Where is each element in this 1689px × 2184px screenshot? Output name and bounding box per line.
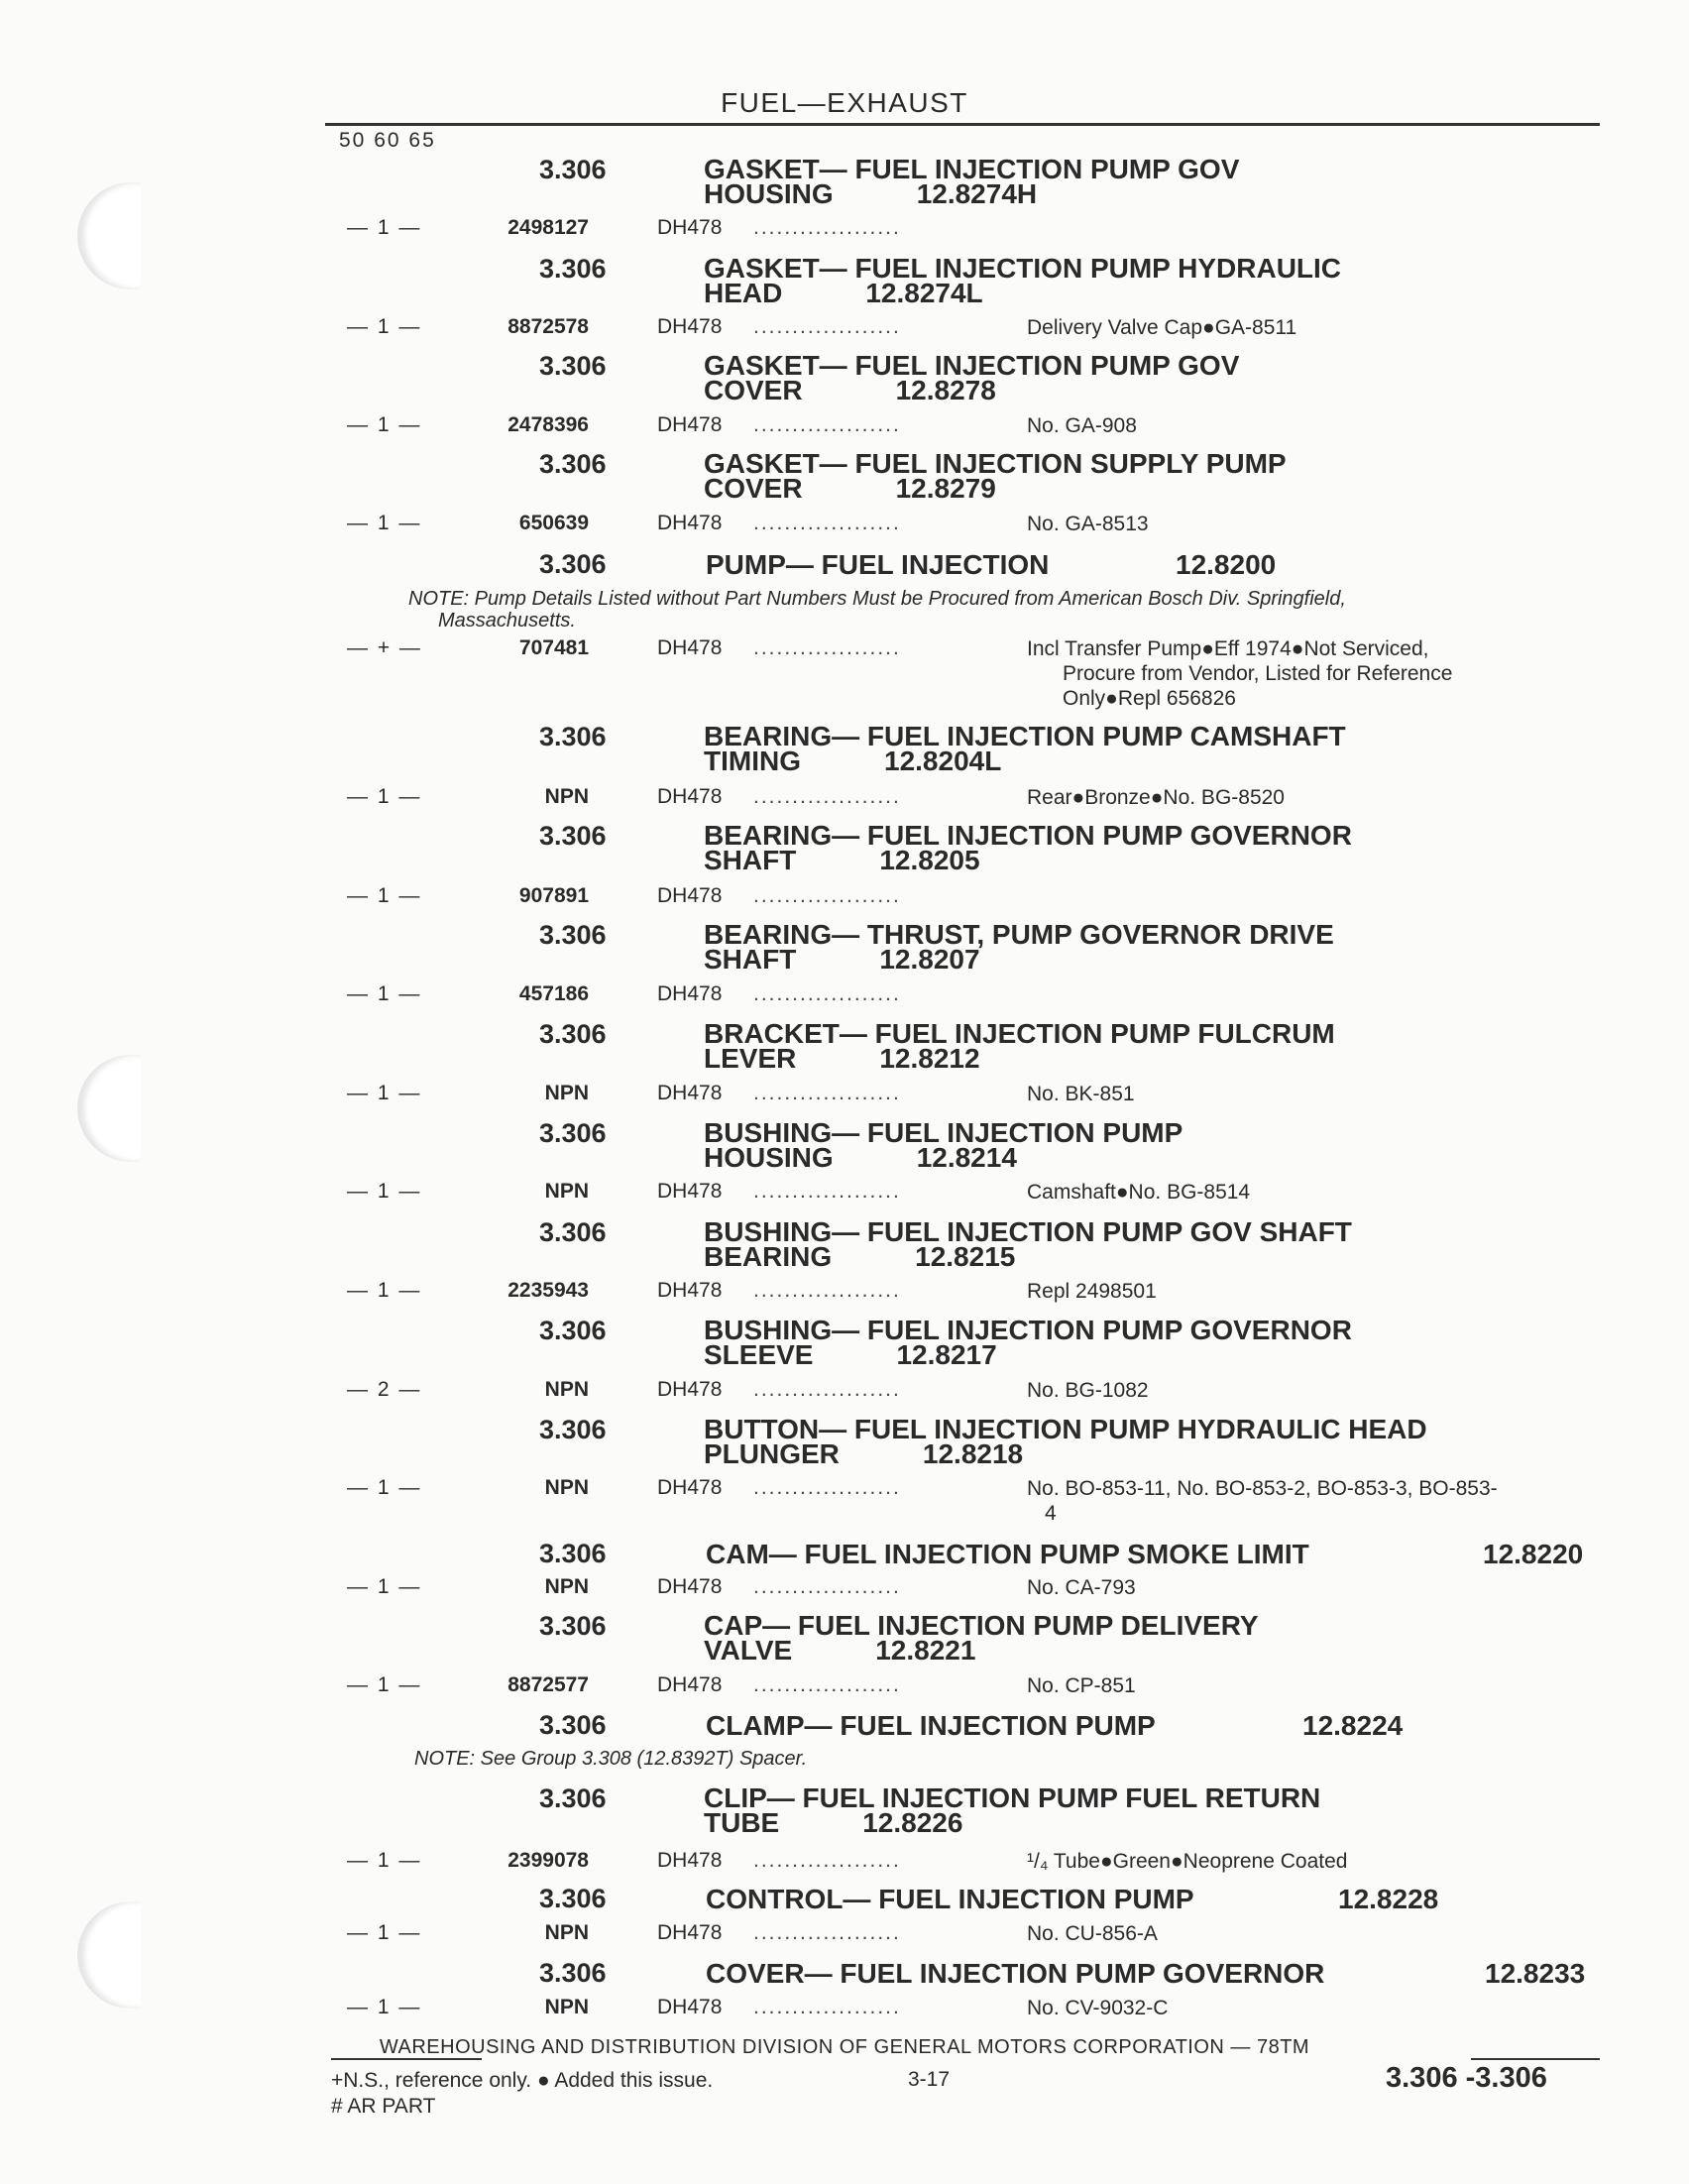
part-title-line: SHAFT 12.8207 — [704, 944, 980, 975]
part-title: CLAMP— FUEL INJECTION PUMP — [706, 1710, 1156, 1741]
group-number: 3.306 — [539, 1539, 607, 1568]
leader-dots: ................... — [753, 1849, 901, 1872]
model-code: DH478 — [657, 636, 723, 659]
model-code: DH478 — [657, 1673, 723, 1696]
model-code: DH478 — [657, 1921, 723, 1944]
part-title: COVER— FUEL INJECTION PUMP GOVERNOR — [706, 1958, 1325, 1989]
description-line: 4 — [1045, 1502, 1057, 1525]
part-number: 2498127 — [507, 216, 589, 239]
part-title — [704, 350, 1240, 405]
leader-dots: ................... — [753, 884, 901, 907]
description-line: Incl Transfer Pump●Eff 1974●Not Serviced, — [1027, 637, 1429, 660]
part-description: No. CV-9032-C — [1027, 1997, 1169, 2019]
group-number: 3.306 — [539, 549, 607, 579]
part-title: CONTROL— FUEL INJECTION PUMP — [706, 1884, 1194, 1914]
part-title-line: BUSHING— FUEL INJECTION PUMP GOV SHAFT — [704, 1216, 1352, 1247]
group-range: 3.306 -3.306 — [1386, 2062, 1547, 2094]
part-number: NPN — [544, 1921, 589, 1944]
part-description: No. GA-8513 — [1027, 513, 1149, 535]
model-code: DH478 — [657, 216, 723, 239]
part-number: 2478396 — [507, 413, 589, 436]
group-number: 3.306 — [539, 1019, 607, 1049]
group-number: 3.306 — [539, 1710, 607, 1740]
part-title-line: TIMING 12.8204L — [704, 746, 1002, 776]
leader-dots: ................... — [753, 982, 901, 1005]
part-number: NPN — [544, 1378, 589, 1401]
part-description: Delivery Valve Cap●GA-8511 — [1027, 316, 1297, 339]
leader-dots: ................... — [753, 413, 901, 436]
part-number: 2235943 — [507, 1279, 589, 1302]
part-title: PUMP— FUEL INJECTION — [706, 549, 1050, 580]
part-number: NPN — [544, 1575, 589, 1598]
quantity: — 1 — — [347, 216, 422, 239]
header-divider — [325, 123, 1600, 126]
part-description: No. BK-851 — [1027, 1083, 1135, 1105]
part-title-line: BEARING— THRUST, PUMP GOVERNOR DRIVE — [704, 919, 1334, 950]
part-number: NPN — [544, 1180, 589, 1203]
group-number: 3.306 — [539, 1783, 607, 1813]
model-code: DH478 — [657, 1378, 723, 1401]
binder-hole — [77, 1901, 141, 2009]
quantity: — 1 — — [347, 884, 422, 907]
group-number: 3.306 — [539, 1611, 607, 1641]
group-number: 3.306 — [539, 449, 607, 479]
binder-hole — [77, 182, 141, 289]
group-number: 3.306 — [539, 920, 607, 950]
part-description — [1027, 1476, 1602, 1526]
model-year-columns: 50 60 65 — [339, 129, 436, 152]
part-title-line: GASKET— FUEL INJECTION PUMP GOV — [704, 350, 1240, 381]
leader-dots: ................... — [753, 1279, 901, 1302]
part-description: Rear●Bronze●No. BG-8520 — [1027, 786, 1285, 809]
part-title-line: VALVE 12.8221 — [704, 1635, 976, 1666]
model-code: DH478 — [657, 1996, 723, 2018]
part-title — [704, 253, 1342, 308]
model-code: DH478 — [657, 982, 723, 1005]
quantity: — 1 — — [347, 1996, 422, 2018]
model-code: DH478 — [657, 512, 723, 534]
part-number: NPN — [544, 1996, 589, 2018]
part-title-line: BRACKET— FUEL INJECTION PUMP FULCRUM — [704, 1018, 1335, 1049]
group-number: 3.306 — [539, 155, 607, 184]
part-title-line: GASKET— FUEL INJECTION SUPPLY PUMP — [704, 448, 1287, 479]
part-title: CAM— FUEL INJECTION PUMP SMOKE LIMIT — [706, 1539, 1309, 1569]
model-code: DH478 — [657, 884, 723, 907]
leader-dots: ................... — [753, 1673, 901, 1696]
part-title-line: HOUSING 12.8274H — [704, 178, 1038, 209]
quantity: — 1 — — [347, 315, 422, 338]
part-title-line: BUTTON— FUEL INJECTION PUMP HYDRAULIC HEAD — [704, 1414, 1427, 1444]
group-number: 3.306 — [539, 1958, 607, 1988]
quantity: — 2 — — [347, 1378, 422, 1401]
part-description: No. BG-1082 — [1027, 1379, 1149, 1402]
group-number: 3.306 — [539, 351, 607, 381]
model-code: DH478 — [657, 1575, 723, 1598]
part-description: Camshaft●No. BG-8514 — [1027, 1181, 1251, 1204]
part-title — [704, 1018, 1335, 1074]
quantity: — 1 — — [347, 413, 422, 436]
part-title-line: HOUSING 12.8214 — [704, 1142, 1017, 1173]
part-title-line: COVER 12.8279 — [704, 473, 996, 504]
part-title — [704, 919, 1334, 975]
quantity: — 1 — — [347, 1180, 422, 1203]
part-description: No. CP-851 — [1027, 1674, 1136, 1697]
part-code: 12.8220 — [1483, 1539, 1584, 1569]
quantity: — 1 — — [347, 1575, 422, 1598]
model-code: DH478 — [657, 785, 723, 808]
part-title-line: BEARING— FUEL INJECTION PUMP CAMSHAFT — [704, 721, 1346, 751]
model-code: DH478 — [657, 1082, 723, 1104]
part-title — [704, 1315, 1352, 1370]
part-title — [704, 721, 1346, 776]
part-description — [1027, 636, 1602, 711]
group-number: 3.306 — [539, 821, 607, 851]
part-title — [704, 1117, 1183, 1173]
leader-dots: ................... — [753, 1180, 901, 1203]
part-code: 12.8233 — [1485, 1958, 1586, 1989]
part-title-line: GASKET— FUEL INJECTION PUMP GOV — [704, 154, 1240, 184]
part-description: ¹/₄ Tube●Green●Neoprene Coated — [1027, 1850, 1348, 1873]
note-line: NOTE: Pump Details Listed without Part Numbers Must be Procured from American Bosch Div. Springfield, — [408, 588, 1346, 610]
group-number: 3.306 — [539, 1118, 607, 1148]
part-code: 12.8224 — [1302, 1710, 1404, 1741]
part-number: 907891 — [518, 884, 589, 907]
group-number: 3.306 — [539, 1316, 607, 1345]
part-title-line: SHAFT 12.8205 — [704, 845, 980, 875]
part-title — [704, 820, 1352, 875]
part-description: No. CU-856-A — [1027, 1922, 1158, 1945]
part-title-line: HEAD 12.8274L — [704, 278, 983, 308]
part-title-line: TUBE 12.8226 — [704, 1807, 963, 1838]
group-number: 3.306 — [539, 1884, 607, 1913]
part-number: 8872578 — [507, 315, 589, 338]
quantity: — 1 — — [347, 785, 422, 808]
quantity: — 1 — — [347, 1082, 422, 1104]
part-number: 707481 — [518, 636, 589, 659]
part-title — [704, 448, 1287, 504]
description-line: Only●Repl 656826 — [1063, 687, 1236, 710]
note — [408, 588, 1598, 632]
page-number: 3-17 — [908, 2068, 951, 2091]
part-title-line: COVER 12.8278 — [704, 375, 996, 405]
legend-line: # AR PART — [331, 2095, 436, 2118]
part-number: 8872577 — [507, 1673, 589, 1696]
part-title-line: BUSHING— FUEL INJECTION PUMP GOVERNOR — [704, 1315, 1352, 1345]
part-description: Repl 2498501 — [1027, 1280, 1157, 1303]
leader-dots: ................... — [753, 512, 901, 534]
leader-dots: ................... — [753, 785, 901, 808]
binder-hole — [77, 1055, 141, 1162]
quantity: — 1 — — [347, 512, 422, 534]
part-title-line: LEVER 12.8212 — [704, 1043, 980, 1074]
part-title-line: GASKET— FUEL INJECTION PUMP HYDRAULIC — [704, 253, 1342, 284]
group-number: 3.306 — [539, 1217, 607, 1247]
group-number: 3.306 — [539, 1415, 607, 1444]
part-title — [704, 1610, 1259, 1666]
part-code: 12.8200 — [1176, 549, 1277, 580]
leader-dots: ................... — [753, 1378, 901, 1401]
leader-dots: ................... — [753, 636, 901, 659]
description-line: No. BO-853-11, No. BO-853-2, BO-853-3, BO-853- — [1027, 1477, 1498, 1500]
model-code: DH478 — [657, 1849, 723, 1872]
part-title — [704, 154, 1240, 209]
quantity: — 1 — — [347, 1476, 422, 1499]
footer-division: WAREHOUSING AND DISTRIBUTION DIVISION OF GENERAL MOTORS CORPORATION — 78TM — [379, 2036, 1310, 2058]
leader-dots: ................... — [753, 216, 901, 239]
quantity: — 1 — — [347, 982, 422, 1005]
page-title: FUEL—EXHAUST — [721, 87, 968, 118]
quantity: — 1 — — [347, 1921, 422, 1944]
part-description: No. CA-793 — [1027, 1576, 1136, 1599]
group-number: 3.306 — [539, 254, 607, 284]
part-number: 2399078 — [507, 1849, 589, 1872]
model-code: DH478 — [657, 1476, 723, 1499]
leader-dots: ................... — [753, 1476, 901, 1499]
part-title — [704, 1782, 1321, 1838]
part-title-line: BEARING— FUEL INJECTION PUMP GOVERNOR — [704, 820, 1352, 851]
leader-dots: ................... — [753, 1575, 901, 1598]
part-number: 457186 — [518, 982, 589, 1005]
model-code: DH478 — [657, 413, 723, 436]
quantity: — + — — [347, 636, 422, 659]
leader-dots: ................... — [753, 1082, 901, 1104]
description-line: Procure from Vendor, Listed for Reference — [1063, 662, 1453, 685]
part-number: NPN — [544, 1082, 589, 1104]
leader-dots: ................... — [753, 315, 901, 338]
part-title-line: BEARING 12.8215 — [704, 1241, 1016, 1272]
legend-line: +N.S., reference only. ● Added this issue. — [331, 2069, 714, 2092]
part-title-line: SLEEVE 12.8217 — [704, 1339, 997, 1370]
part-title — [704, 1414, 1427, 1469]
model-code: DH478 — [657, 1279, 723, 1302]
quantity: — 1 — — [347, 1673, 422, 1696]
part-number: NPN — [544, 785, 589, 808]
group-number: 3.306 — [539, 722, 607, 751]
part-title-line: CAP— FUEL INJECTION PUMP DELIVERY — [704, 1610, 1259, 1641]
leader-dots: ................... — [753, 1996, 901, 2018]
part-description: No. GA-908 — [1027, 414, 1137, 437]
legend — [331, 2068, 713, 2120]
part-title — [704, 1216, 1352, 1272]
note: NOTE: See Group 3.308 (12.8392T) Spacer. — [414, 1748, 808, 1770]
note-line: Massachusetts. — [438, 610, 576, 632]
leader-dots: ................... — [753, 1921, 901, 1944]
part-code: 12.8228 — [1338, 1884, 1439, 1914]
part-title-line: CLIP— FUEL INJECTION PUMP FUEL RETURN — [704, 1782, 1321, 1813]
quantity: — 1 — — [347, 1279, 422, 1302]
part-title-line: BUSHING— FUEL INJECTION PUMP — [704, 1117, 1183, 1148]
part-number: NPN — [544, 1476, 589, 1499]
part-number: 650639 — [518, 512, 589, 534]
model-code: DH478 — [657, 1180, 723, 1203]
model-code: DH478 — [657, 315, 723, 338]
part-title-line: PLUNGER 12.8218 — [704, 1438, 1024, 1469]
quantity: — 1 — — [347, 1849, 422, 1872]
